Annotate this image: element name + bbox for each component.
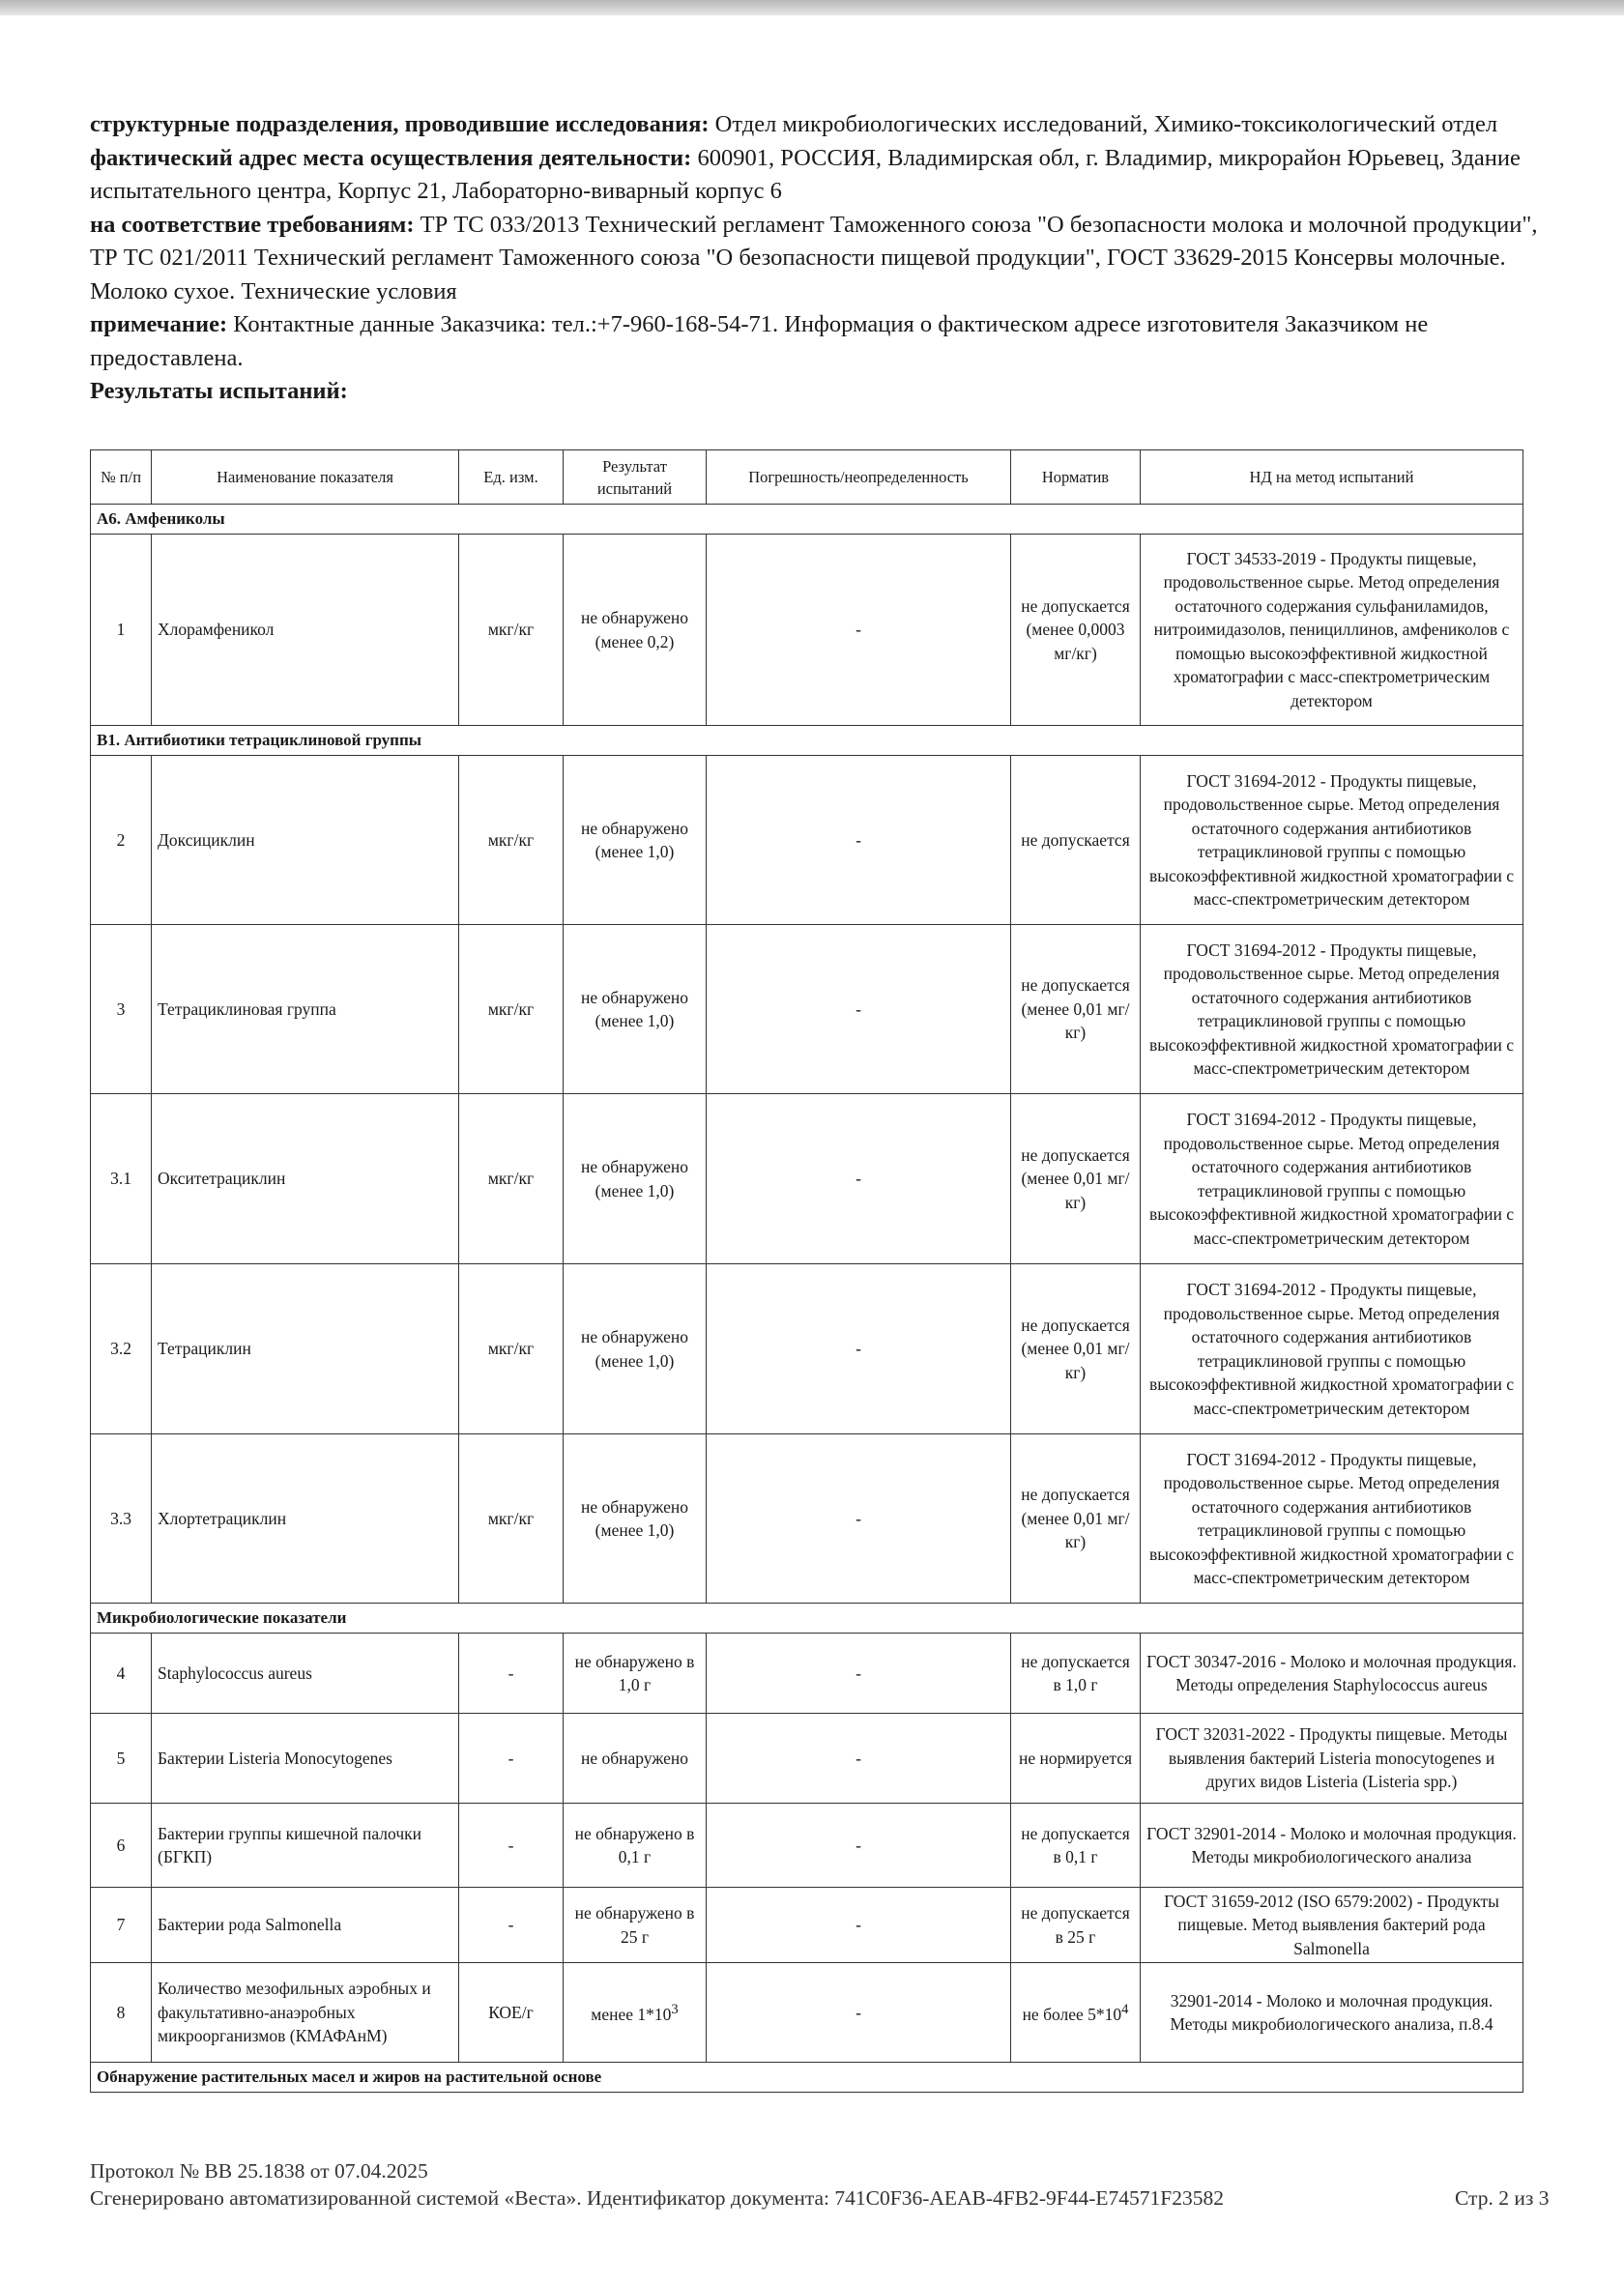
result-text: не обнаружено (менее 1,0) — [580, 987, 689, 1030]
table-row — [91, 535, 1523, 726]
table-row — [91, 1094, 1523, 1264]
norm — [1011, 1434, 1141, 1604]
result — [564, 1804, 707, 1888]
norm — [1011, 1963, 1141, 2063]
uncertainty-text: - — [856, 1339, 861, 1359]
table-row — [91, 1963, 1523, 2063]
unit — [459, 1804, 564, 1888]
column-header: Ед. изм. — [459, 450, 564, 505]
column-header: НД на метод испытаний — [1141, 450, 1523, 505]
method-text: ГОСТ 32031-2022 - Продукты пищевые. Методы выявления бактерий Listeria monocytogenes и других видов Listeria (Listeria spp.) — [1155, 1724, 1508, 1792]
method-text: ГОСТ 31659-2012 (ISO 6579:2002) - Продукты пищевые. Метод выявления бактерий рода Salmonella — [1164, 1891, 1499, 1958]
column-header: Наименование показателя — [152, 450, 459, 505]
norm-exponent: 4 — [1121, 2002, 1129, 2018]
unit-text: мкг/кг — [487, 998, 535, 1019]
indicator-name — [152, 1963, 459, 2063]
norm-text: не допускается (менее 0,0003 мг/кг) — [1021, 595, 1130, 663]
indicator-name-text: Тетрациклиновая группа — [158, 998, 336, 1019]
norm — [1011, 1264, 1141, 1434]
method — [1141, 1804, 1523, 1888]
unit-text: - — [508, 1915, 514, 1935]
result-text: не обнаружено — [580, 1748, 689, 1768]
unit — [459, 1264, 564, 1434]
row-number — [91, 535, 152, 726]
intro-label: примечание: — [90, 311, 228, 337]
row-number-text: 8 — [116, 2002, 126, 2022]
indicator-name — [152, 756, 459, 925]
row-number — [91, 1634, 152, 1714]
indicator-name-text: Бактерии группы кишечной палочки (БГКП) — [158, 1823, 421, 1866]
intro-label: на соответствие требованиям: — [90, 211, 415, 238]
method-text: ГОСТ 31694-2012 - Продукты пищевые, продовольственное сырье. Метод определения остаточного содержания антибиотиков тетрациклиновой группы с помощью высокоэффективной жидкостной хроматографии с масс-спектрометрическим детектором — [1149, 770, 1514, 909]
footer-protocol: Протокол № ВВ 25.1838 от 07.04.2025 — [90, 2159, 428, 2183]
section-title: Обнаружение растительных масел и жиров на растительной основе — [91, 2063, 1523, 2093]
unit-text: мкг/кг — [487, 1169, 535, 1189]
row-number-text: 3.1 — [110, 1169, 131, 1189]
row-number — [91, 756, 152, 925]
section-row — [91, 505, 1523, 535]
intro-text: ТР ТС 033/2013 Технический регламент Таможенного союза "О безопасности молока и молочной продукции", ТР ТС 021/2011 Технический регламент Таможенного союза "О безопасности пищевой продукции", ГОСТ 33629-2015 Консервы молочные. Молоко сухое. Технические условия — [90, 211, 1538, 304]
unit — [459, 1094, 564, 1264]
norm-text: не допускается в 1,0 г — [1021, 1651, 1130, 1694]
norm-text: не допускается в 0,1 г — [1021, 1823, 1130, 1866]
result-text: не обнаружено (менее 0,2) — [580, 608, 689, 651]
row-number-text: 3 — [116, 998, 126, 1019]
row-number-text: 5 — [116, 1748, 126, 1768]
section-row — [91, 1604, 1523, 1634]
result-text: не обнаружено в 25 г — [574, 1903, 695, 1947]
norm — [1011, 1094, 1141, 1264]
row-number-text: 6 — [116, 1835, 126, 1855]
section-title: А6. Амфениколы — [91, 505, 1523, 535]
page-number: Стр. 2 из 3 — [1455, 2186, 1550, 2210]
result — [564, 1963, 707, 2063]
norm-text: не нормируется — [1018, 1748, 1133, 1768]
intro-departments — [90, 108, 1540, 142]
unit — [459, 535, 564, 726]
column-header: Погрешность/неопределенность — [707, 450, 1011, 505]
intro-requirements — [90, 209, 1540, 309]
method — [1141, 535, 1523, 726]
row-number — [91, 1804, 152, 1888]
indicator-name — [152, 1434, 459, 1604]
method — [1141, 925, 1523, 1094]
uncertainty-text: - — [856, 2002, 861, 2022]
uncertainty-text: - — [856, 1663, 861, 1683]
unit-text: мкг/кг — [487, 829, 535, 850]
table-row — [91, 756, 1523, 925]
intro-note — [90, 308, 1540, 375]
intro-label: фактический адрес места осуществления деятельности: — [90, 144, 692, 171]
method — [1141, 1888, 1523, 1963]
section-row — [91, 726, 1523, 756]
uncertainty-text: - — [856, 829, 861, 850]
indicator-name-text: Тетрациклин — [158, 1339, 251, 1359]
result — [564, 756, 707, 925]
footer-generated: Сгенерировано автоматизированной системой «Веста». Идентификатор документа: 741C0F36-AEAB-4FB2-9F44-E74571F23582 — [90, 2186, 1224, 2210]
uncertainty — [707, 925, 1011, 1094]
unit — [459, 756, 564, 925]
uncertainty-text: - — [856, 998, 861, 1019]
uncertainty-text: - — [856, 1748, 861, 1768]
unit-text: - — [508, 1663, 514, 1683]
row-number — [91, 1094, 152, 1264]
table-row — [91, 1434, 1523, 1604]
row-number-text: 3.3 — [110, 1508, 131, 1528]
method-text: ГОСТ 32901-2014 - Молоко и молочная продукция. Методы микробиологического анализа — [1146, 1823, 1517, 1866]
uncertainty-text: - — [856, 620, 861, 640]
indicator-name-text: Бактерии Listeria Monocytogenes — [158, 1748, 392, 1768]
norm — [1011, 1634, 1141, 1714]
unit — [459, 1963, 564, 2063]
indicator-name-text: Хлортетрациклин — [158, 1508, 287, 1528]
norm — [1011, 925, 1141, 1094]
indicator-name — [152, 535, 459, 726]
results-title: Результаты испытаний: — [90, 378, 348, 404]
uncertainty — [707, 1963, 1011, 2063]
result — [564, 1264, 707, 1434]
intro-label: структурные подразделения, проводившие исследования: — [90, 111, 710, 137]
uncertainty — [707, 1804, 1011, 1888]
indicator-name-text: Окситетрациклин — [158, 1169, 286, 1189]
unit-text: мкг/кг — [487, 620, 535, 640]
row-number — [91, 1434, 152, 1604]
row-number — [91, 1714, 152, 1804]
norm — [1011, 1804, 1141, 1888]
indicator-name-text: Доксициклин — [158, 829, 255, 850]
section-title: Микробиологические показатели — [91, 1604, 1523, 1634]
result — [564, 1714, 707, 1804]
result-text: не обнаружено (менее 1,0) — [580, 818, 689, 861]
unit-text: КОЕ/г — [488, 2002, 534, 2022]
indicator-name-text: Staphylococcus aureus — [158, 1663, 312, 1683]
row-number-text: 1 — [116, 620, 126, 640]
result — [564, 1888, 707, 1963]
intro-text: 600901, РОССИЯ, Владимирская обл, г. Владимир, микрорайон Юрьевец, Здание испытательного центра, Корпус 21, Лабораторно-виварный корпус 6 — [90, 144, 1521, 204]
uncertainty-text: - — [856, 1169, 861, 1189]
norm-text: не допускается — [1021, 829, 1130, 850]
uncertainty-text: - — [856, 1915, 861, 1935]
intro-address — [90, 142, 1540, 209]
unit — [459, 1434, 564, 1604]
footer — [90, 2157, 1224, 2212]
method-text: ГОСТ 34533-2019 - Продукты пищевые, продовольственное сырье. Метод определения остаточного содержания сульфаниламидов, нитроимидазолов, пенициллинов, амфениколов с помощью высокоэффективной жидкостной хроматографии с масс-спектрометрическим детектором — [1153, 548, 1510, 710]
indicator-name — [152, 1714, 459, 1804]
results-table — [90, 449, 1523, 2093]
result-text: не обнаружено (менее 1,0) — [580, 1327, 689, 1371]
indicator-name — [152, 1264, 459, 1434]
method — [1141, 756, 1523, 925]
table-row — [91, 1634, 1523, 1714]
unit-text: - — [508, 1835, 514, 1855]
method — [1141, 1094, 1523, 1264]
unit — [459, 1888, 564, 1963]
indicator-name — [152, 1888, 459, 1963]
row-number — [91, 1888, 152, 1963]
unit-text: мкг/кг — [487, 1508, 535, 1528]
row-number-text: 4 — [116, 1663, 126, 1683]
intro-block — [90, 108, 1540, 409]
uncertainty — [707, 756, 1011, 925]
method — [1141, 1434, 1523, 1604]
norm-text: не допускается (менее 0,01 мг/кг) — [1021, 1144, 1130, 1212]
uncertainty-text: - — [856, 1508, 861, 1528]
norm-text: не допускается (менее 0,01 мг/кг) — [1021, 1485, 1130, 1552]
uncertainty-text: - — [856, 1835, 861, 1855]
indicator-name — [152, 1804, 459, 1888]
uncertainty — [707, 1434, 1011, 1604]
result-text: не обнаружено (менее 1,0) — [580, 1157, 689, 1200]
unit — [459, 1714, 564, 1804]
section-row — [91, 2063, 1523, 2093]
norm-text: не более 5*10 — [1022, 2005, 1122, 2025]
norm — [1011, 535, 1141, 726]
table-row — [91, 1714, 1523, 1804]
indicator-name-text: Бактерии рода Salmonella — [158, 1915, 342, 1935]
unit — [459, 1634, 564, 1714]
indicator-name-text: Количество мезофильных аэробных и факультативно-анаэробных микроорганизмов (КМАФАнМ) — [158, 1979, 431, 2046]
uncertainty — [707, 535, 1011, 726]
column-header: Норматив — [1011, 450, 1141, 505]
result — [564, 925, 707, 1094]
method — [1141, 1963, 1523, 2063]
method-text: ГОСТ 30347-2016 - Молоко и молочная продукция. Методы определения Staphylococcus aureus — [1146, 1651, 1517, 1694]
method-text: ГОСТ 31694-2012 - Продукты пищевые, продовольственное сырье. Метод определения остаточного содержания антибиотиков тетрациклиновой группы с помощью высокоэффективной жидкостной хроматографии с масс-спектрометрическим детектором — [1149, 1110, 1514, 1248]
method-text: ГОСТ 31694-2012 - Продукты пищевые, продовольственное сырье. Метод определения остаточного содержания антибиотиков тетрациклиновой группы с помощью высокоэффективной жидкостной хроматографии с масс-спектрометрическим детектором — [1149, 1280, 1514, 1418]
intro-text: Отдел микробиологических исследований, Химико-токсикологический отдел — [714, 111, 1498, 137]
method — [1141, 1634, 1523, 1714]
unit — [459, 925, 564, 1094]
method-text: ГОСТ 31694-2012 - Продукты пищевые, продовольственное сырье. Метод определения остаточного содержания антибиотиков тетрациклиновой группы с помощью высокоэффективной жидкостной хроматографии с масс-спектрометрическим детектором — [1149, 1449, 1514, 1587]
uncertainty — [707, 1634, 1011, 1714]
row-number-text: 3.2 — [110, 1339, 131, 1359]
row-number — [91, 925, 152, 1094]
method — [1141, 1714, 1523, 1804]
result-text: не обнаружено (менее 1,0) — [580, 1496, 689, 1540]
row-number — [91, 1264, 152, 1434]
uncertainty — [707, 1888, 1011, 1963]
table-row — [91, 925, 1523, 1094]
result-text: не обнаружено в 1,0 г — [574, 1651, 695, 1694]
result — [564, 535, 707, 726]
indicator-name — [152, 1094, 459, 1264]
column-header: Результат испытаний — [564, 450, 707, 505]
indicator-name — [152, 925, 459, 1094]
norm — [1011, 756, 1141, 925]
result — [564, 1094, 707, 1264]
norm-text: не допускается (менее 0,01 мг/кг) — [1021, 1315, 1130, 1382]
unit-text: - — [508, 1748, 514, 1768]
result — [564, 1634, 707, 1714]
method-text: 32901-2014 - Молоко и молочная продукция. Методы микробиологического анализа, п.8.4 — [1170, 1990, 1494, 2034]
result-text: менее 1*10 — [591, 2005, 672, 2025]
indicator-name — [152, 1634, 459, 1714]
intro-text: Контактные данные Заказчика: тел.:+7-960-168-54-71. Информация о фактическом адресе изготовителя Заказчиком не предоставлена. — [90, 311, 1429, 371]
norm-text: не допускается (менее 0,01 мг/кг) — [1021, 975, 1130, 1043]
uncertainty — [707, 1714, 1011, 1804]
unit-text: мкг/кг — [487, 1339, 535, 1359]
method — [1141, 1264, 1523, 1434]
norm — [1011, 1714, 1141, 1804]
result-text: не обнаружено в 0,1 г — [574, 1823, 695, 1866]
table-row — [91, 1264, 1523, 1434]
row-number-text: 2 — [116, 829, 126, 850]
uncertainty — [707, 1094, 1011, 1264]
norm-text: не допускается в 25 г — [1021, 1903, 1130, 1947]
result — [564, 1434, 707, 1604]
section-title: В1. Антибиотики тетрациклиновой группы — [91, 726, 1523, 756]
method-text: ГОСТ 31694-2012 - Продукты пищевые, продовольственное сырье. Метод определения остаточного содержания антибиотиков тетрациклиновой группы с помощью высокоэффективной жидкостной хроматографии с масс-спектрометрическим детектором — [1149, 940, 1514, 1078]
row-number — [91, 1963, 152, 2063]
row-number-text: 7 — [116, 1915, 126, 1935]
scan-edge — [0, 0, 1624, 15]
table-header-row — [91, 450, 1523, 505]
indicator-name-text: Хлорамфеникол — [158, 620, 275, 640]
table-row — [91, 1888, 1523, 1963]
table-row — [91, 1804, 1523, 1888]
result-exponent: 3 — [671, 2002, 679, 2018]
column-header: № п/п — [91, 450, 152, 505]
norm — [1011, 1888, 1141, 1963]
uncertainty — [707, 1264, 1011, 1434]
